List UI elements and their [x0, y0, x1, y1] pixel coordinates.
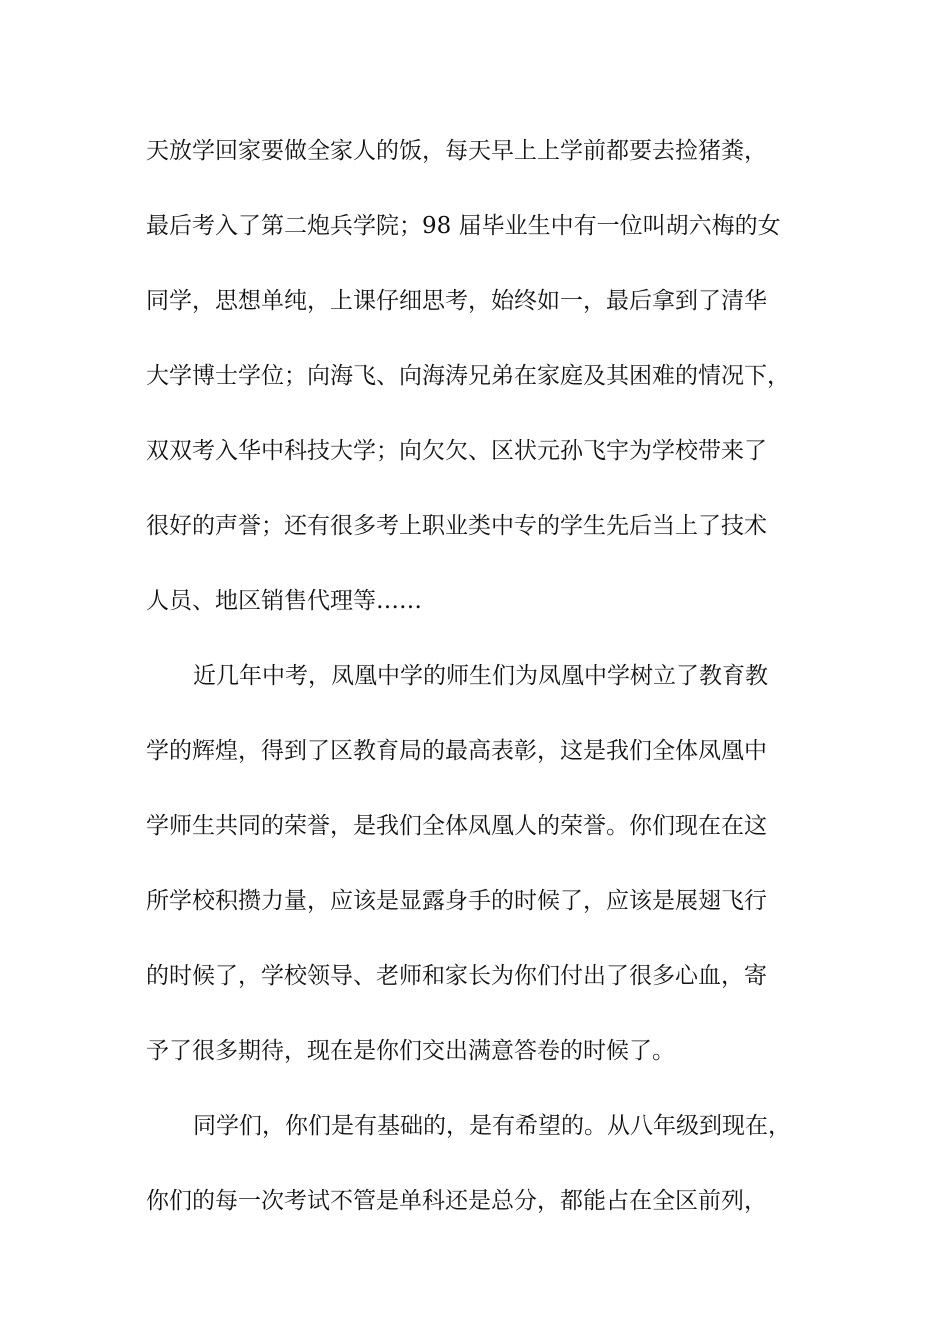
- text-line: 同学，思想单纯，上课仔细思考，始终如一，最后拿到了清华: [146, 288, 767, 314]
- text-line: 学师生共同的荣誉，是我们全体凤凰人的荣誉。你们现在在这: [146, 813, 767, 839]
- body-text: [146, 130, 826, 1255]
- text-line: 学的辉煌，得到了区教育局的最高表彰，这是我们全体凤凰中: [146, 738, 767, 764]
- text-line: 双双考入华中科技大学；向欠欠、区状元孙飞宇为学校带来了: [146, 438, 767, 464]
- text-line: 的时候了，学校领导、老师和家长为你们付出了很多心血，寄: [146, 963, 767, 989]
- text-line: 予了很多期待，现在是你们交出满意答卷的时候了。: [146, 1038, 675, 1064]
- paragraph-first-line: 近几年中考，凤凰中学的师生们为凤凰中学树立了教育教: [193, 663, 768, 689]
- text-line: 大学博士学位；向海飞、向海涛兄弟在家庭及其困难的情况下，: [146, 363, 790, 389]
- text-line: 人员、地区销售代理等……: [146, 588, 422, 614]
- text-line: 你们的每一次考试不管是单科还是总分，都能占在全区前列，: [146, 1188, 767, 1214]
- paragraph-first-line: 同学们，你们是有基础的，是有希望的。从八年级到现在，: [193, 1113, 791, 1139]
- text-line: 天放学回家要做全家人的饭，每天早上上学前都要去捡猪粪，: [146, 138, 767, 164]
- text-line: 所学校积攒力量，应该是显露身手的时候了，应该是展翅飞行: [146, 888, 767, 914]
- text-line: 最后考入了第二炮兵学院；98 届毕业生中有一位叫胡六梅的女: [146, 213, 781, 239]
- text-line: 很好的声誉；还有很多考上职业类中专的学生先后当上了技术: [146, 513, 767, 539]
